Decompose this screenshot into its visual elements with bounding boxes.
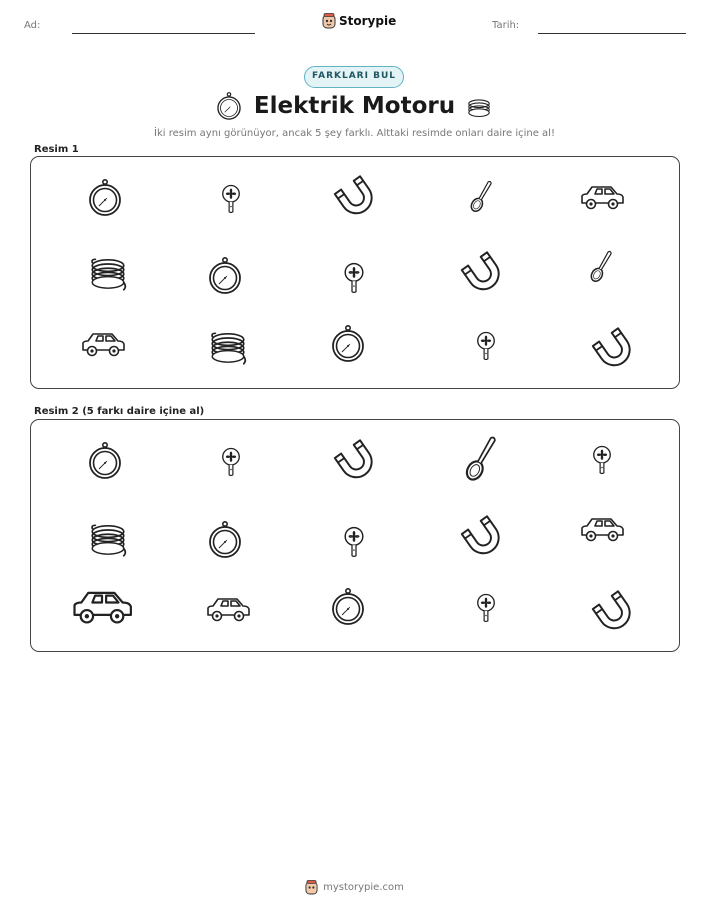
compass-icon[interactable]	[85, 441, 125, 485]
fan-icon[interactable]	[471, 586, 501, 630]
fan-icon[interactable]	[587, 438, 617, 482]
spoon-icon[interactable]	[585, 241, 619, 291]
activity-badge: FARKLARI BUL	[304, 66, 404, 88]
brand-logo	[322, 13, 396, 29]
magnet-icon[interactable]	[333, 438, 377, 482]
car-icon[interactable]	[69, 588, 135, 628]
picture2-label: Resim 2 (5 farkı daire içine al)	[34, 406, 205, 417]
date-line[interactable]	[538, 33, 686, 34]
coil-icon[interactable]	[87, 521, 129, 559]
name-line[interactable]	[72, 33, 255, 34]
brand-name: Storypie	[339, 14, 397, 28]
magnet-icon[interactable]	[591, 326, 635, 370]
date-label: Tarih:	[492, 20, 520, 31]
name-label: Ad:	[24, 20, 41, 31]
compass-icon[interactable]	[85, 178, 125, 222]
footer	[0, 880, 709, 895]
picture1-label: Resim 1	[34, 144, 79, 155]
instructions: İki resim aynı görünüyor, ancak 5 şey farklı. Alttaki resimde onları daire içine al!	[154, 128, 555, 139]
car-icon[interactable]	[578, 515, 626, 545]
compass-icon[interactable]	[205, 520, 245, 564]
car-icon[interactable]	[578, 183, 626, 213]
car-icon[interactable]	[79, 330, 127, 360]
spoon-icon[interactable]	[465, 171, 499, 221]
car-icon[interactable]	[204, 595, 252, 625]
compass-icon[interactable]	[328, 587, 368, 631]
page-title: Elektrik Motoru	[253, 93, 456, 119]
coil-icon[interactable]	[207, 329, 249, 367]
fan-icon[interactable]	[338, 519, 370, 565]
magnet-icon[interactable]	[460, 250, 504, 294]
fan-icon[interactable]	[471, 324, 501, 368]
coil-icon[interactable]	[87, 255, 129, 293]
fan-icon[interactable]	[216, 177, 246, 221]
title-coil-icon	[462, 91, 496, 125]
magnet-icon[interactable]	[591, 589, 635, 633]
spoon-icon[interactable]	[458, 424, 506, 492]
footer-url: mystorypie.com	[323, 882, 404, 893]
footer-mascot-icon	[305, 880, 318, 895]
compass-icon[interactable]	[205, 256, 245, 300]
magnet-icon[interactable]	[460, 514, 504, 558]
magnet-icon[interactable]	[333, 174, 377, 218]
compass-icon[interactable]	[328, 324, 368, 368]
mascot-icon	[322, 13, 336, 29]
fan-icon[interactable]	[216, 440, 246, 484]
fan-icon[interactable]	[338, 255, 370, 301]
